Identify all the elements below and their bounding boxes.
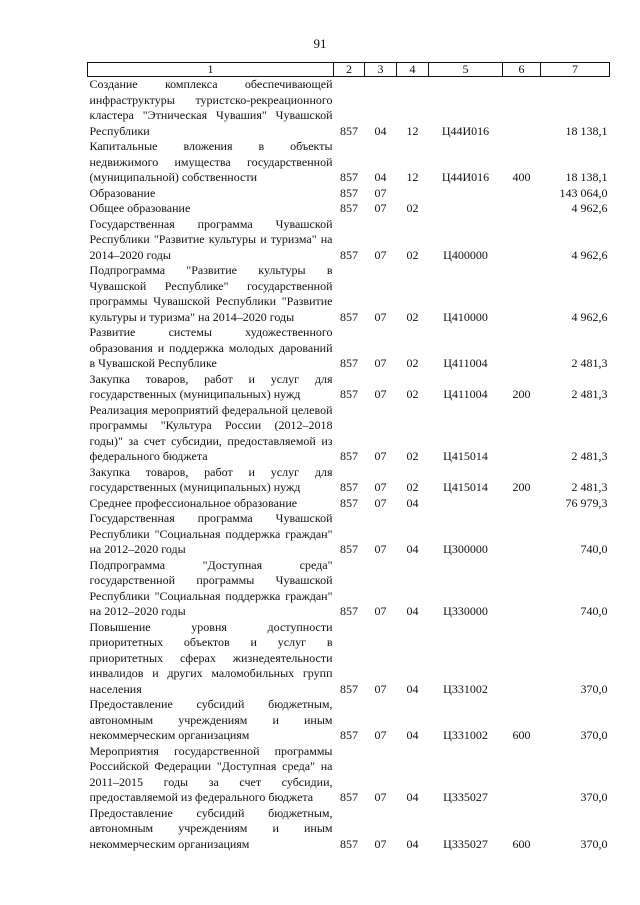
row-ministry-code: 857 [340,790,358,804]
row-name: Предоставление субсидий бюджетным, автономным учреждениям и иным некоммерческим организациям [89,697,333,742]
table-row [88,77,610,140]
table-row [88,201,610,217]
row-target-item-code: Ц331002 [443,728,488,742]
row-section-code: 07 [374,728,387,742]
row-expense-type-code [503,263,541,325]
row-subsection-code: 04 [406,728,419,742]
row-ministry-code: 857 [340,480,358,494]
budget-table [87,62,610,852]
row-target-item-code: Ц331002 [443,681,488,696]
row-ministry-code: 857 [340,309,358,324]
table-row [88,186,610,202]
row-expense-type-code [503,325,541,372]
row-target-item-code: Ц300000 [443,542,488,556]
row-section-code: 07 [374,356,387,370]
row-target-item-code [429,186,503,202]
row-section-code: 07 [374,480,387,494]
column-header-name: 1 [88,63,334,77]
row-ministry-code: 857 [340,728,358,742]
row-subsection-code: 04 [406,542,419,556]
row-amount: 370,0 [580,681,608,696]
row-subsection-code: 04 [406,790,419,804]
row-amount: 370,0 [580,836,608,851]
table-row [88,465,610,496]
row-amount: 740,0 [580,542,608,556]
row-amount: 370,0 [580,790,608,804]
row-amount: 370,0 [580,728,608,742]
row-ministry-code: 857 [340,604,358,618]
table-row [88,744,610,806]
row-expense-type-code: 600 [512,836,531,851]
row-ministry-code: 857 [340,495,358,510]
row-expense-type-code [503,403,541,465]
row-subsection-code: 04 [406,681,419,696]
row-section-code: 07 [374,836,387,851]
row-ministry-code: 857 [340,123,358,138]
row-subsection-code [397,186,429,202]
row-name: Государственная программа Чувашской Республики "Развитие культуры и туризма" на 2014–2020 годы [89,216,333,262]
row-section-code: 07 [374,201,387,215]
row-expense-type-code [503,186,541,202]
table-row [88,620,610,698]
row-target-item-code: Ц415014 [443,480,488,494]
column-header-expense-type: 6 [503,63,541,77]
row-subsection-code: 02 [406,356,419,370]
row-section-code: 04 [374,123,387,138]
row-ministry-code: 857 [340,387,358,401]
row-expense-type-code [503,620,541,698]
row-target-item-code: Ц411004 [443,356,488,370]
row-subsection-code: 04 [406,495,419,510]
row-section-code: 07 [374,449,387,463]
row-ministry-code: 857 [340,247,358,262]
row-ministry-code: 857 [340,681,358,696]
row-amount: 2 481,3 [571,356,608,370]
table-row [88,325,610,372]
column-number-row [88,63,610,77]
row-target-item-code: Ц411004 [443,387,488,401]
row-expense-type-code: 200 [512,480,531,494]
row-amount: 4 962,6 [571,309,608,324]
row-ministry-code: 857 [340,170,358,184]
row-name: Закупка товаров, работ и услуг для государственных (муниципальных) нужд [89,464,333,494]
row-name: Мероприятия государственной программы Российской Федерации "Доступная среда" на 2011–2015 годы за счет субсидии, предоставляемой из федерального бюджета [89,743,333,804]
row-expense-type-code [503,496,541,512]
table-row [88,403,610,465]
row-name: Образование [89,185,156,200]
row-expense-type-code: 400 [512,170,531,184]
row-target-item-code [429,496,503,512]
row-expense-type-code [503,217,541,264]
row-subsection-code: 02 [406,247,419,262]
row-name: Закупка товаров, работ и услуг для государственных (муниципальных) нужд [89,371,333,401]
page-number: 91 [313,36,327,51]
row-target-item-code: Ц415014 [443,449,488,463]
row-target-item-code: Ц400000 [443,247,488,262]
table-row [88,217,610,264]
table-row [88,372,610,403]
row-section-code: 07 [374,309,387,324]
row-section-code: 07 [374,681,387,696]
row-target-item-code: Ц335027 [443,790,488,804]
row-section-code: 07 [374,247,387,262]
table-row [88,511,610,558]
row-amount: 143 064,0 [559,185,608,200]
column-header-section: 3 [365,63,397,77]
row-name: Реализация мероприятий федеральной целевой программы "Культура России (2012–2018 годы)" за счет субсидии, предоставляемой из федерального бюджета [89,402,333,463]
row-amount: 2 481,3 [571,449,608,463]
row-expense-type-code: 200 [512,387,531,401]
row-subsection-code: 04 [406,836,419,851]
row-target-item-code: Ц330000 [443,604,488,618]
row-section-code: 07 [374,495,387,510]
row-amount: 4 962,6 [571,201,608,215]
row-section-code: 07 [374,185,387,200]
row-target-item-code: Ц335027 [443,836,488,851]
row-name: Повышение уровня доступности приоритетных объектов и услуг в приоритетных сферах жизнедеятельности инвалидов и других маломобильных групп населения [89,619,333,696]
row-section-code: 07 [374,604,387,618]
row-expense-type-code [503,201,541,217]
column-header-subsection: 4 [397,63,429,77]
row-expense-type-code: 600 [512,728,531,742]
row-section-code: 04 [374,170,387,184]
row-expense-type-code [503,77,541,140]
row-ministry-code: 857 [340,449,358,463]
row-ministry-code: 857 [340,356,358,370]
table-row [88,496,610,512]
row-amount: 18 138,1 [565,170,608,184]
row-name: Развитие системы художественного образования и поддержка молодых дарований в Чувашской Республике [89,325,333,370]
row-ministry-code: 857 [340,185,358,200]
table-row [88,697,610,744]
row-subsection-code: 12 [406,170,419,184]
row-subsection-code: 02 [406,309,419,324]
row-subsection-code: 02 [406,201,419,215]
row-expense-type-code [503,511,541,558]
row-ministry-code: 857 [340,201,358,215]
row-name: Государственная программа Чувашской Республики "Социальная поддержка граждан" на 2012–2020 годы [89,511,333,556]
row-section-code: 07 [374,542,387,556]
row-name: Подпрограмма "Доступная среда" государственной программы Чувашской Республики "Социальная поддержка граждан" на 2012–2020 годы [89,557,333,618]
row-section-code: 07 [374,387,387,401]
row-subsection-code: 04 [406,604,419,618]
row-amount: 4 962,6 [571,247,608,262]
column-header-amount: 7 [541,63,610,77]
table-row [88,806,610,853]
column-header-target-item: 5 [429,63,503,77]
row-name: Создание комплекса обеспечивающей инфраструктуры туристско-рекреационного кластера "Этническая Чувашия" Чувашской Республики [89,77,333,138]
row-name: Среднее профессиональное образование [89,495,298,510]
row-amount: 2 481,3 [571,387,608,401]
column-header-ministry: 2 [334,63,365,77]
row-ministry-code: 857 [340,836,358,851]
row-amount: 18 138,1 [565,123,608,138]
row-amount: 740,0 [580,604,608,618]
row-name: Капитальные вложения в объекты недвижимого имущества государственной (муниципальной) собственности [89,139,333,184]
row-subsection-code: 02 [406,387,419,401]
row-target-item-code [429,201,503,217]
row-name: Подпрограмма "Развитие культуры в Чувашской Республике" государственной программы Чувашской Республики "Развитие культуры и туризма" на 2014–2020 годы [89,263,333,324]
row-name: Предоставление субсидий бюджетным, автономным учреждениям и иным некоммерческим организациям [89,805,333,851]
row-target-item-code: Ц44И016 [441,123,490,138]
row-amount: 76 979,3 [565,495,608,510]
table-row [88,139,610,186]
row-section-code: 07 [374,790,387,804]
row-target-item-code: Ц410000 [443,309,488,324]
row-expense-type-code [503,558,541,620]
row-subsection-code: 12 [406,123,419,138]
row-ministry-code: 857 [340,542,358,556]
row-name: Общее образование [89,201,191,215]
table-row [88,263,610,325]
row-amount: 2 481,3 [571,480,608,494]
row-expense-type-code [503,744,541,806]
row-subsection-code: 02 [406,480,419,494]
row-target-item-code: Ц44И016 [441,170,490,184]
table-row [88,558,610,620]
row-subsection-code: 02 [406,449,419,463]
